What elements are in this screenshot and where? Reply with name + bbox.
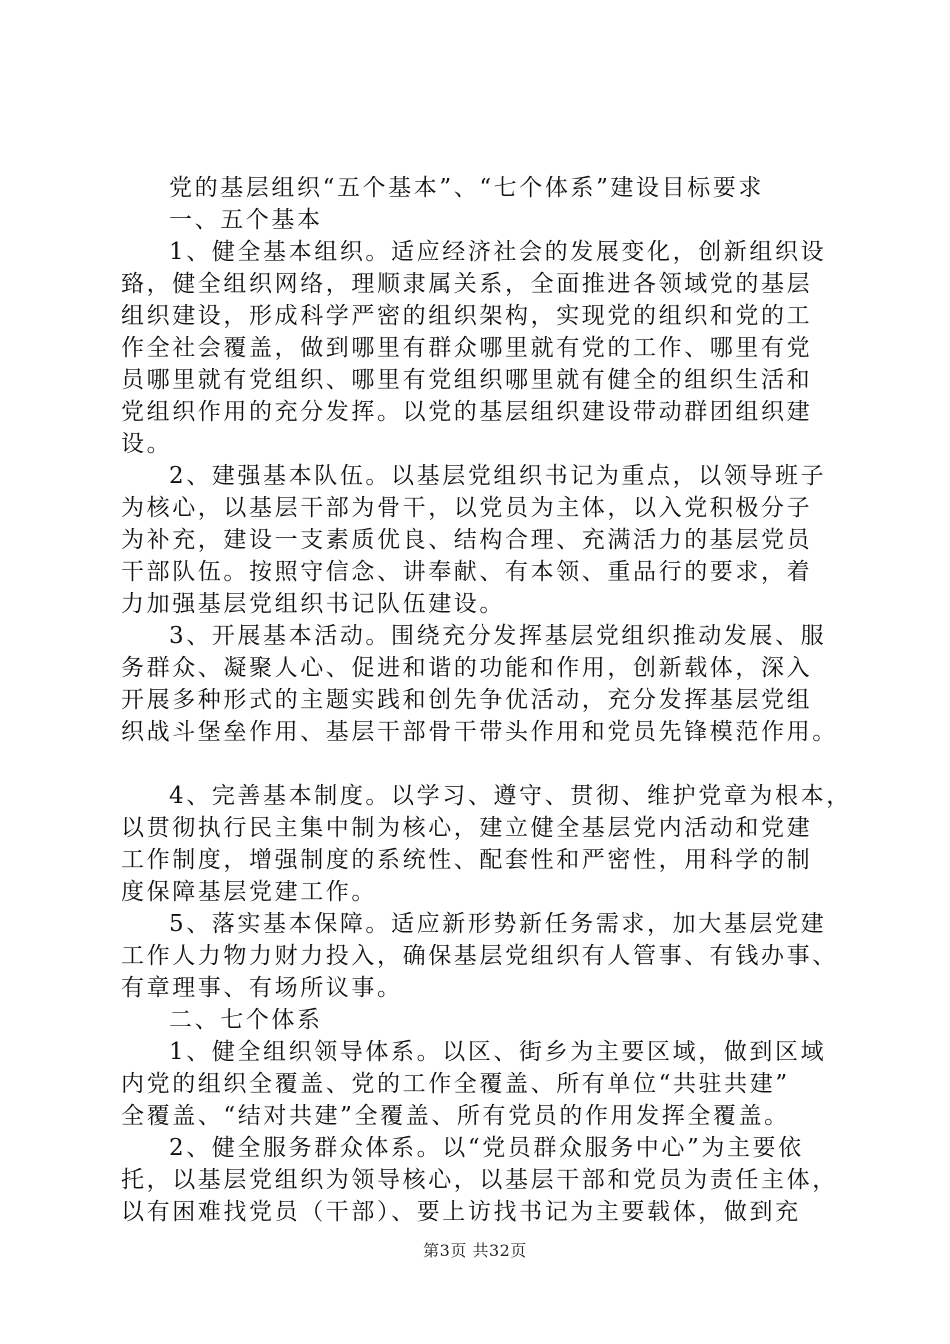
text-line: 织战斗堡垒作用、基层干部骨干带头作用和党员先锋模范作用。 [121,719,838,745]
text-line: 1、健全组织领导体系。以区、街乡为主要区域，做到区域 [169,1039,827,1065]
text-line: 5、落实基本保障。适应新形势新任务需求，加大基层党建 [169,911,827,937]
text-line: 以贯彻执行民主集中制为核心，建立健全基层党内活动和党建 [121,815,813,841]
text-line: 为核心，以基层干部为骨干，以党员为主体，以入党积极分子 [121,495,813,521]
text-line: 内党的组织全覆盖、党的工作全覆盖、所有单位“共驻共建” [121,1071,790,1097]
text-line: 干部队伍。按照守信念、讲奉献、有本领、重品行的要求，着 [121,559,813,585]
text-line: 托，以基层党组织为领导核心，以基层干部和党员为责任主体， [121,1167,838,1193]
text-line: 2、建强基本队伍。以基层党组织书记为重点，以领导班子 [169,463,827,489]
text-line: 度保障基层党建工作。 [121,879,377,905]
section-heading-seven-systems: 二、七个体系 [169,1007,323,1033]
text-line: 4、完善基本制度。以学习、遵守、贯彻、维护党章为根本， [169,783,852,809]
text-line: 设。 [121,431,173,457]
text-line: 1、健全基本组织。适应经济社会的发展变化，创新组织设 [169,239,827,265]
text-line: 员哪里就有党组织、哪里有党组织哪里就有健全的组织生活和 [121,367,813,393]
text-line: 力加强基层党组织书记队伍建设。 [121,591,505,617]
text-line: 工作制度，增强制度的系统性、配套性和严密性，用科学的制 [121,847,813,873]
text-line: 臵，健全组织网络，理顺隶属关系，全面推进各领域党的基层 [121,271,813,297]
text-line: 作全社会覆盖，做到哪里有群众哪里就有党的工作、哪里有党 [121,335,813,361]
text-line: 务群众、凝聚人心、促进和谐的功能和作用，创新载体，深入 [121,655,813,681]
document-body [121,172,852,1228]
text-line: 工作人力物力财力投入，确保基层党组织有人管事、有钱办事、 [121,943,838,969]
page-number-footer: 第3页 共32页 [423,1241,527,1260]
text-line: 党组织作用的充分发挥。以党的基层组织建设带动群团组织建 [121,399,813,425]
text-line: 有章理事、有场所议事。 [121,975,403,1001]
text-line: 全覆盖、“结对共建”全覆盖、所有党员的作用发挥全覆盖。 [121,1103,790,1129]
document-title: 党的基层组织“五个基本”、“七个体系”建设目标要求 [169,175,765,201]
text-line: 2、健全服务群众体系。以“党员群众服务中心”为主要依 [169,1135,804,1161]
text-line: 以有困难找党员（干部）、要上访找书记为主要载体，做到充 [121,1199,801,1225]
blank-line [121,748,833,780]
text-line: 为补充，建设一支素质优良、结构合理、充满活力的基层党员 [121,527,813,553]
text-line: 开展多种形式的主题实践和创先争优活动，充分发挥基层党组 [121,687,813,713]
section-heading-five-basics: 一、五个基本 [169,207,323,233]
text-line: 组织建设，形成科学严密的组织架构，实现党的组织和党的工 [121,303,813,329]
text-line: 3、开展基本活动。围绕充分发挥基层党组织推动发展、服 [169,623,827,649]
